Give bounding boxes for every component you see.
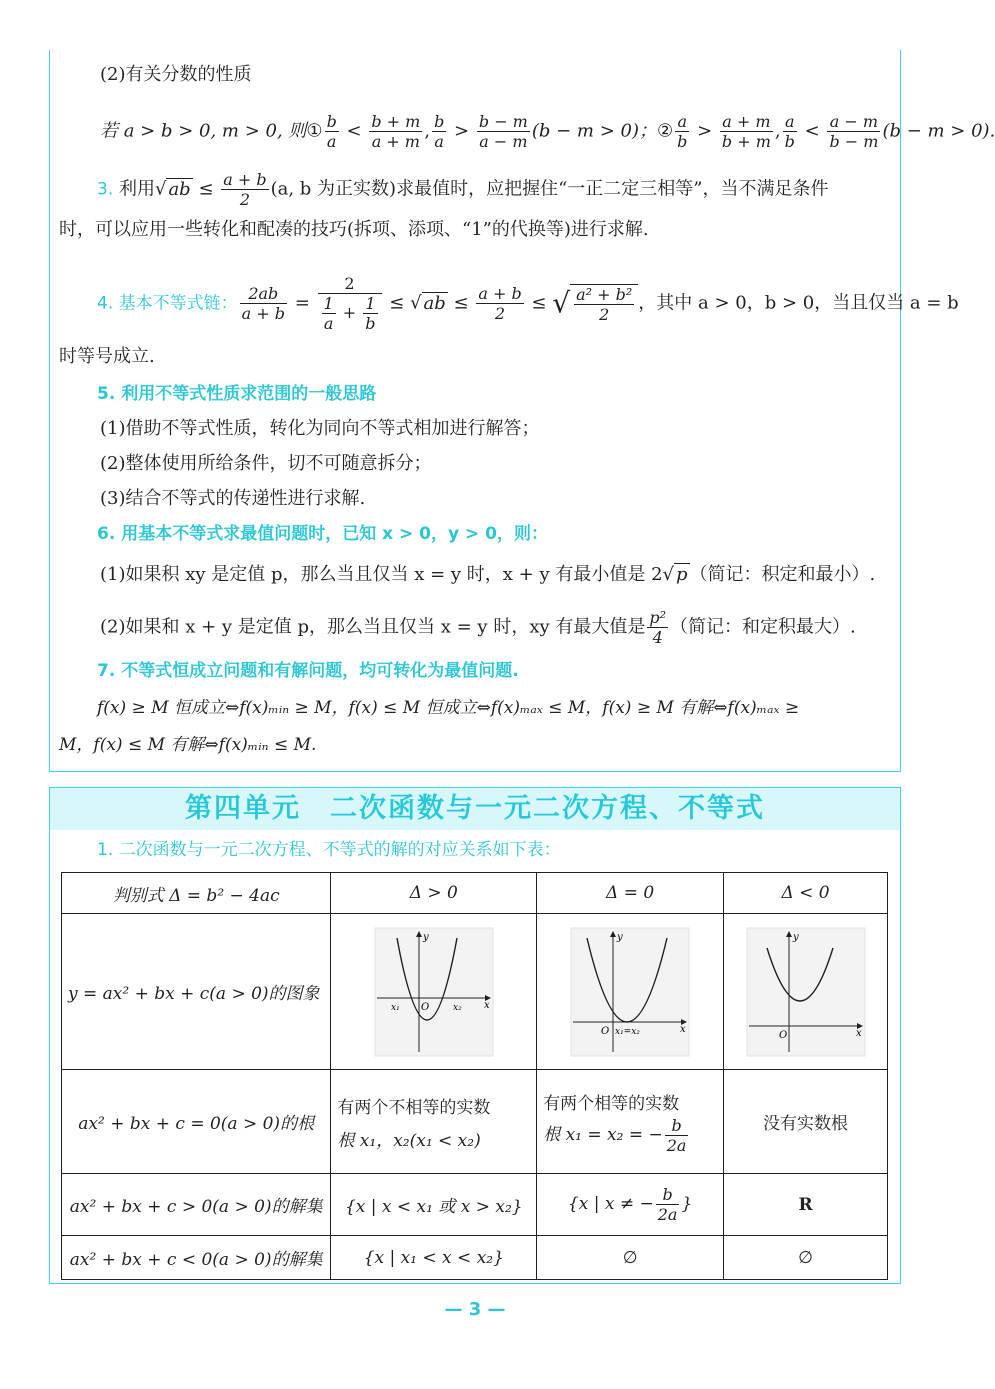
row-lt-label: ax² + bx + c < 0(a > 0)的解集	[62, 1236, 331, 1280]
s6-item-1-text: (1)如果积 xy 是定值 p，那么当且仅当 x = y 时，x + y 有最小值是 2	[100, 564, 663, 585]
roots-equal-text: 根 x₁ = x₂ = −	[543, 1124, 663, 1145]
origin-label: O	[601, 1025, 610, 1037]
s2-fraction-properties	[100, 112, 995, 151]
sqrt-ab: ab	[423, 292, 446, 314]
frac	[476, 284, 523, 323]
frac	[369, 112, 422, 151]
lt-set-none: ∅	[724, 1236, 888, 1280]
graph-cell-zero	[537, 914, 724, 1070]
s3-number: 3.	[97, 179, 114, 200]
frac-den: a + b	[241, 304, 285, 323]
s3-line-2: 时，可以应用一些转化和配凑的技巧(拆项、添项、“1”的代换等)进行求解.	[59, 219, 649, 240]
frac-den: 2	[494, 304, 506, 323]
frac-num: a + b	[223, 170, 267, 189]
origin-label: O	[420, 1001, 429, 1013]
frac-den: a	[323, 314, 334, 333]
frac-den	[318, 294, 382, 333]
s7-line-2: M，f(x) ≤ M 有解⇔f(x)ₘᵢₙ ≤ M.	[59, 735, 317, 755]
roots-two-line-2: 根 x₁，x₂(x₁ < x₂)	[337, 1130, 481, 1151]
lt-sign: <	[340, 120, 368, 142]
head-discriminant: 判别式 Δ = b² − 4ac	[62, 873, 331, 914]
frac-num: b	[326, 112, 337, 131]
frac-num: p²	[649, 608, 667, 627]
s5-item-1: (1)借助不等式性质，转化为同向不等式相加进行解答；	[100, 418, 540, 439]
frac-num: 1	[363, 294, 377, 314]
graph-no-root	[745, 926, 867, 1058]
frac-den: 2	[599, 304, 610, 324]
frac-den: a + m	[371, 132, 420, 151]
graph-cell-positive	[331, 914, 537, 1070]
head-delta-zero: Δ = 0	[537, 873, 724, 914]
frac	[240, 284, 287, 323]
frac-den: b	[365, 314, 376, 333]
row-gt-label: ax² + bx + c > 0(a > 0)的解集	[62, 1174, 331, 1236]
s4-cont: 时等号成立.	[59, 346, 155, 367]
sqrt-ab: ab	[168, 178, 191, 200]
graph-two-roots	[373, 926, 495, 1058]
roots-none: 没有实数根	[724, 1070, 888, 1174]
page-number: — 3 —	[444, 1299, 506, 1320]
gt-sign: >	[448, 120, 475, 142]
lt-set-equal: ∅	[537, 1236, 724, 1280]
plus-sign: +	[337, 303, 362, 322]
table-row	[62, 873, 888, 914]
le-sign: ≤	[383, 292, 411, 314]
frac-den: a	[434, 132, 444, 151]
x-label: x	[680, 1023, 686, 1035]
frac	[827, 112, 880, 151]
double-root-label: x₁=x₂	[615, 1026, 641, 1037]
lt-set-two: {x | x₁ < x < x₂}	[331, 1236, 537, 1280]
graph-cell-negative	[724, 914, 888, 1070]
gt-set-none: R	[724, 1174, 888, 1236]
frac	[574, 285, 634, 324]
s5-title: 5. 利用不等式性质求范围的一般思路	[97, 384, 377, 404]
frac	[221, 170, 268, 209]
gt-set-equal-close: }	[681, 1194, 693, 1214]
s3-text-a: 利用	[118, 178, 155, 200]
roots-two	[331, 1070, 537, 1174]
s6-item-2-text: (2)如果和 x + y 是定值 p，那么当且仅当 x = y 时，xy 有最大值是	[100, 616, 646, 638]
graph-bg	[747, 928, 865, 1056]
frac-den: b	[784, 132, 795, 151]
unit-title: 第四单元 二次函数与一元二次方程、不等式	[50, 788, 900, 830]
s3-text-b: (a, b 为正实数)求最值时，应把握住“一正二定三相等”，当不满足条件	[270, 178, 829, 200]
s2-title: (2)有关分数的性质	[100, 64, 252, 85]
frac-num: a	[675, 112, 689, 132]
frac-den: a	[326, 132, 337, 151]
frac-num: a + m	[720, 112, 773, 132]
roots-equal-line-1: 有两个相等的实数	[543, 1093, 680, 1114]
comma: ,	[774, 120, 781, 142]
s5-item-2: (2)整体使用所给条件，切不可随意拆分；	[100, 453, 432, 474]
le-sign: ≤	[525, 292, 553, 314]
frac-num: a² + b²	[576, 284, 633, 304]
s5-item-3: (3)结合不等式的传递性进行求解.	[100, 488, 366, 509]
frac-num: a + b	[478, 284, 522, 303]
correspondence-table	[61, 872, 888, 1280]
root-x1-label: x₁	[390, 1002, 400, 1013]
lt-sign: <	[798, 120, 826, 142]
frac	[720, 112, 773, 151]
frac-den: b + m	[721, 132, 771, 151]
table-row	[62, 914, 888, 1070]
frac-num: b − m	[478, 112, 528, 131]
sqrt-radicand	[570, 284, 638, 324]
roots-equal-line-2	[543, 1116, 717, 1155]
frac-compound	[318, 274, 382, 333]
frac	[432, 112, 446, 151]
frac-num: a	[783, 112, 797, 132]
table-row	[62, 1236, 888, 1280]
graph-one-root	[569, 926, 691, 1058]
frac-num: 1	[323, 294, 334, 313]
head-delta-negative: Δ < 0	[724, 873, 888, 914]
frac	[783, 112, 797, 151]
s6-item-2	[100, 608, 856, 647]
frac-den: 2a	[657, 1205, 678, 1224]
s4-inequality-chain: 4. 基本不等式链： $\frac{2ab}{a + b}$ = 2 $\frac{1}{a}$ + $\frac{1}{b}$ ≤ √ ab ≤ $\frac{a + b}{2}$ ≤ √ $\frac{\text{a² + b²}}{2}$ ，其中 a > 0，b > 0，当且仅当 a = b	[97, 274, 959, 333]
eq-sign: =	[288, 292, 316, 314]
row-graph-label: y = ax² + bx + c(a > 0)的图象	[62, 914, 331, 1070]
le-sign: ≤	[447, 292, 475, 314]
y-label: y	[617, 931, 623, 943]
graph-bg	[375, 928, 493, 1056]
frac-num: b	[656, 1185, 680, 1205]
frac	[656, 1185, 680, 1224]
table-row	[62, 1174, 888, 1236]
gt-set-two: {x | x < x₁ 或 x > x₂}	[331, 1174, 537, 1236]
frac	[647, 608, 668, 647]
frac	[325, 112, 339, 151]
s7-line-1: f(x) ≥ M 恒成立⇔f(x)ₘᵢₙ ≥ M，f(x) ≤ M 恒成立⇔f(x)ₘₐₓ ≤ M，f(x) ≥ M 有解⇔f(x)ₘₐₓ ≥	[97, 698, 800, 718]
le-sign: ≤	[192, 178, 220, 200]
frac-den: 2	[239, 190, 251, 209]
frac-num: a − m	[827, 112, 880, 132]
frac-num: 2	[318, 274, 382, 294]
s6-item-2-note: （简记：和定积最大）.	[670, 616, 856, 638]
s2-circle-2: ②	[657, 120, 674, 142]
frac-num: b	[665, 1116, 689, 1136]
frac	[322, 294, 336, 333]
frac	[477, 112, 530, 151]
frac-num: 2ab	[240, 284, 287, 304]
y-label: y	[792, 931, 799, 943]
gt-set-equal	[537, 1174, 724, 1236]
frac-num: b	[434, 112, 445, 131]
root-x2-label: x₂	[452, 1002, 462, 1013]
frac-den: 4	[652, 628, 663, 647]
origin-label: O	[778, 1029, 787, 1041]
s2-paren-2: (b − m > 0).	[882, 120, 995, 142]
frac-den: a − m	[479, 132, 528, 151]
s2-circle-1: ①	[306, 120, 323, 142]
sqrt-p: p	[676, 564, 688, 585]
frac	[363, 294, 377, 333]
roots-two-line-1: 有两个不相等的实数	[337, 1097, 491, 1118]
s3-line-1: 3. 利用√ ab ≤ $\frac{a + b}{2}$ (a, b 为正实数)求最值时，应把握住“一正二定三相等”，当不满足条件	[97, 170, 829, 209]
row-roots-label: ax² + bx + c = 0(a > 0)的根	[62, 1070, 331, 1174]
s6-item-1-note: （简记：积定和最小）.	[689, 564, 876, 585]
head-delta-positive: Δ > 0	[331, 873, 537, 914]
gt-set-equal-text: {x | x ≠ −	[567, 1194, 654, 1214]
frac-den: b	[677, 132, 688, 151]
s2-paren-1: (b − m > 0)；	[531, 120, 657, 142]
u1-title: 1. 二次函数与一元二次方程、不等式的解的对应关系如下表：	[97, 840, 561, 860]
x-label: x	[483, 999, 490, 1011]
frac-num: b + m	[371, 112, 421, 131]
frac	[675, 112, 689, 151]
s6-title: 6. 用基本不等式求最值问题时，已知 x > 0，y > 0，则：	[97, 524, 548, 544]
roots-equal	[537, 1070, 724, 1174]
x-label: x	[855, 1027, 862, 1039]
s7-title: 7. 不等式恒成立问题和有解问题，均可转化为最值问题.	[97, 661, 519, 681]
frac-den: b − m	[829, 132, 879, 151]
comma: ,	[424, 120, 431, 142]
frac-den: 2a	[666, 1135, 687, 1155]
s4-tail: ，其中 a > 0，b > 0，当且仅当 a = b	[638, 292, 959, 314]
s2-condition: 若 a > b > 0, m > 0, 则	[100, 120, 307, 142]
table-row	[62, 1070, 888, 1174]
y-label: y	[422, 931, 429, 943]
s4-title: 4. 基本不等式链：	[97, 293, 238, 314]
gt-sign: >	[691, 120, 718, 142]
frac	[665, 1116, 689, 1155]
s6-item-1: (1)如果积 xy 是定值 p，那么当且仅当 x = y 时，x + y 有最小值是 2√ p （简记：积定和最小）.	[100, 564, 876, 585]
